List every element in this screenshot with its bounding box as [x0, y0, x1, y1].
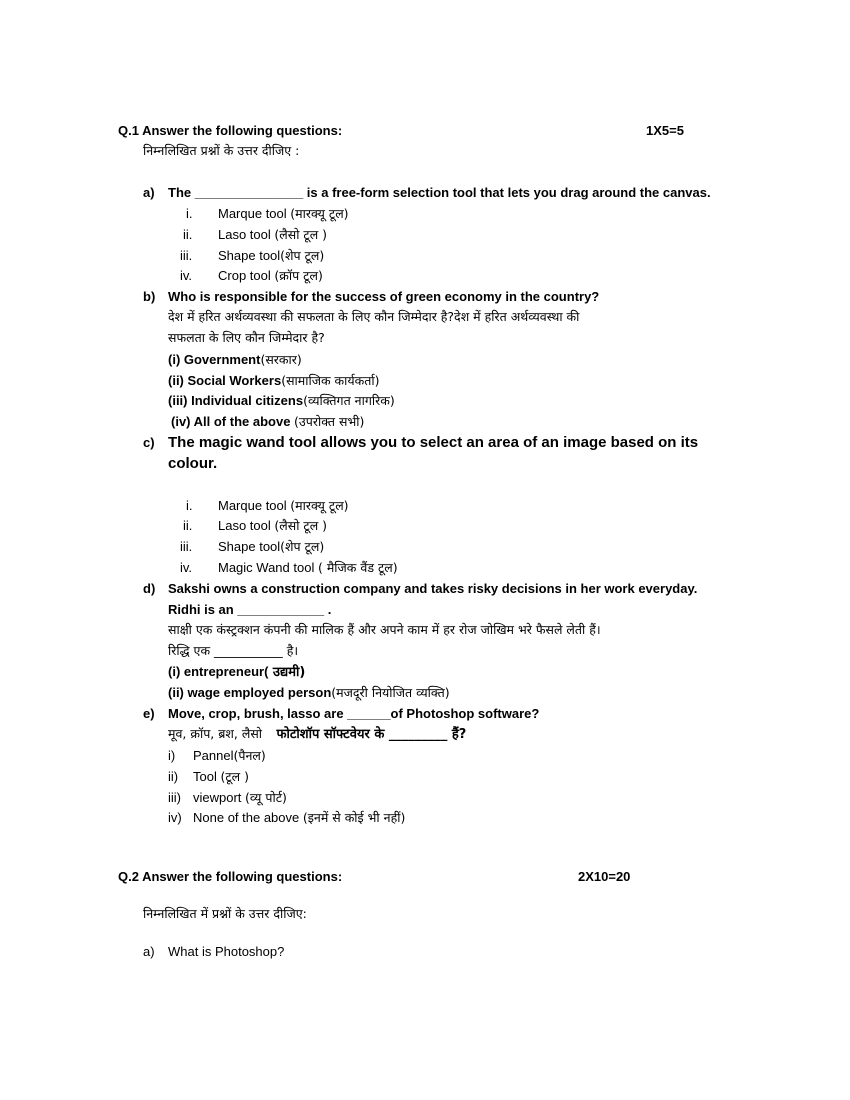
q1d-opt2: (ii) wage employed person(मजदूरी नियोजित व्यक्ति) [168, 685, 450, 700]
q1d-question-line1: Sakshi owns a construction company and takes risky decisions in her work everyday. [168, 581, 698, 596]
q1e-opt3-num: iii) [168, 790, 181, 805]
q1a-opt1-num: i. [186, 206, 193, 221]
q1c-opt4: Magic Wand tool ( मैजिक वैंड टूल) [218, 560, 398, 575]
q1a-opt2: Laso tool (लैसो टूल ) [218, 227, 328, 242]
q1b-question: Who is responsible for the success of green economy in the country? [168, 289, 600, 304]
q1c-opt2-num: ii. [183, 518, 193, 533]
q1c-opt4-num: iv. [180, 560, 193, 575]
q1e-opt1: Pannel(पैनल) [193, 748, 266, 763]
q1b-hindi-line2: सफलता के लिए कौन जिम्मेदार है? [168, 330, 325, 345]
q1d-hindi-line2: रिद्धि एक ___________ है। [168, 643, 299, 658]
q2-marks: 2X10=20 [578, 869, 631, 884]
q1a-opt3: Shape tool(शेप टूल) [218, 248, 325, 263]
q1a-opt3-num: iii. [180, 248, 193, 263]
q1c-opt1: Marque tool (मारक्यू टूल) [218, 498, 349, 513]
q1a-opt4: Crop tool (क्रॉप टूल) [218, 268, 323, 283]
q2-heading: Q.2 Answer the following questions: [118, 869, 343, 884]
q1b-opt1: (i) Government(सरकार) [168, 352, 302, 367]
q1b-hindi-line1: देश में हरित अर्थव्यवस्था की सफलता के लिए कौन जिम्मेदार है?देश में हरित अर्थव्यवस्था की [168, 309, 580, 324]
q1c-opt2: Laso tool (लैसो टूल ) [218, 518, 328, 533]
q1e-opt1-num: i) [168, 748, 176, 763]
q2a-question: What is Photoshop? [168, 944, 285, 959]
q1c-question-line2: colour. [168, 455, 218, 472]
q1a-opt1: Marque tool (मारक्यू टूल) [218, 206, 349, 221]
q1a-label: a) [143, 185, 155, 200]
q1c-opt3-num: iii. [180, 539, 193, 554]
q1a-question: The _______________ is a free-form selection tool that lets you drag around the canvas. [168, 185, 711, 200]
q1c-question-line1: The magic wand tool allows you to select an area of an image based on its [168, 434, 699, 451]
q1e-opt2-num: ii) [168, 769, 179, 784]
q1d-hindi-line1: साक्षी एक कंस्ट्रक्शन कंपनी की मालिक हैं और अपने काम में हर रोज जोखिम भरे फैसले लेती हैं। [168, 622, 601, 637]
q1c-opt1-num: i. [186, 498, 193, 513]
q1a-opt2-num: ii. [183, 227, 193, 242]
q1-hindi-instruction: निम्नलिखित प्रश्नों के उत्तर दीजिए : [143, 143, 300, 158]
q2a-label: a) [143, 944, 155, 959]
q1-marks: 1X5=5 [646, 123, 684, 138]
q1d-label: d) [143, 581, 156, 596]
q2-hindi-instruction: निम्नलिखित में प्रश्नों के उत्तर दीजिए: [143, 906, 307, 921]
q1c-label: c) [143, 435, 155, 450]
q1b-label: b) [143, 289, 156, 304]
q1-heading: Q.1 Answer the following questions: [118, 123, 343, 138]
q1e-opt4-num: iv) [168, 810, 182, 825]
q1d-opt1: (i) entrepreneur( उद्यमी) [168, 664, 306, 680]
q1e-opt3: viewport (व्यू पोर्ट) [193, 790, 287, 805]
q1e-label: e) [143, 706, 155, 721]
q1e-question: Move, crop, brush, lasso are ______of Photoshop software? [168, 706, 540, 721]
q1e-opt4: None of the above (इनमें से कोई भी नहीं) [193, 810, 406, 825]
q1e-hindi: मूव, क्रॉप, ब्रश, लैसो फोटोशॉप सॉफ्टवेयर के _________ हैं? [168, 726, 467, 742]
q1b-opt4: (iv) All of the above (उपरोक्त सभी) [171, 414, 365, 429]
q1d-question-line2: Ridhi is an ____________ . [168, 602, 332, 617]
q1e-opt2: Tool (टूल ) [193, 769, 249, 784]
q1c-opt3: Shape tool(शेप टूल) [218, 539, 325, 554]
q1b-opt2: (ii) Social Workers(सामाजिक कार्यकर्ता) [168, 373, 380, 388]
q1a-opt4-num: iv. [180, 268, 193, 283]
q1b-opt3: (iii) Individual citizens(व्यक्तिगत नागरिक) [168, 393, 395, 408]
